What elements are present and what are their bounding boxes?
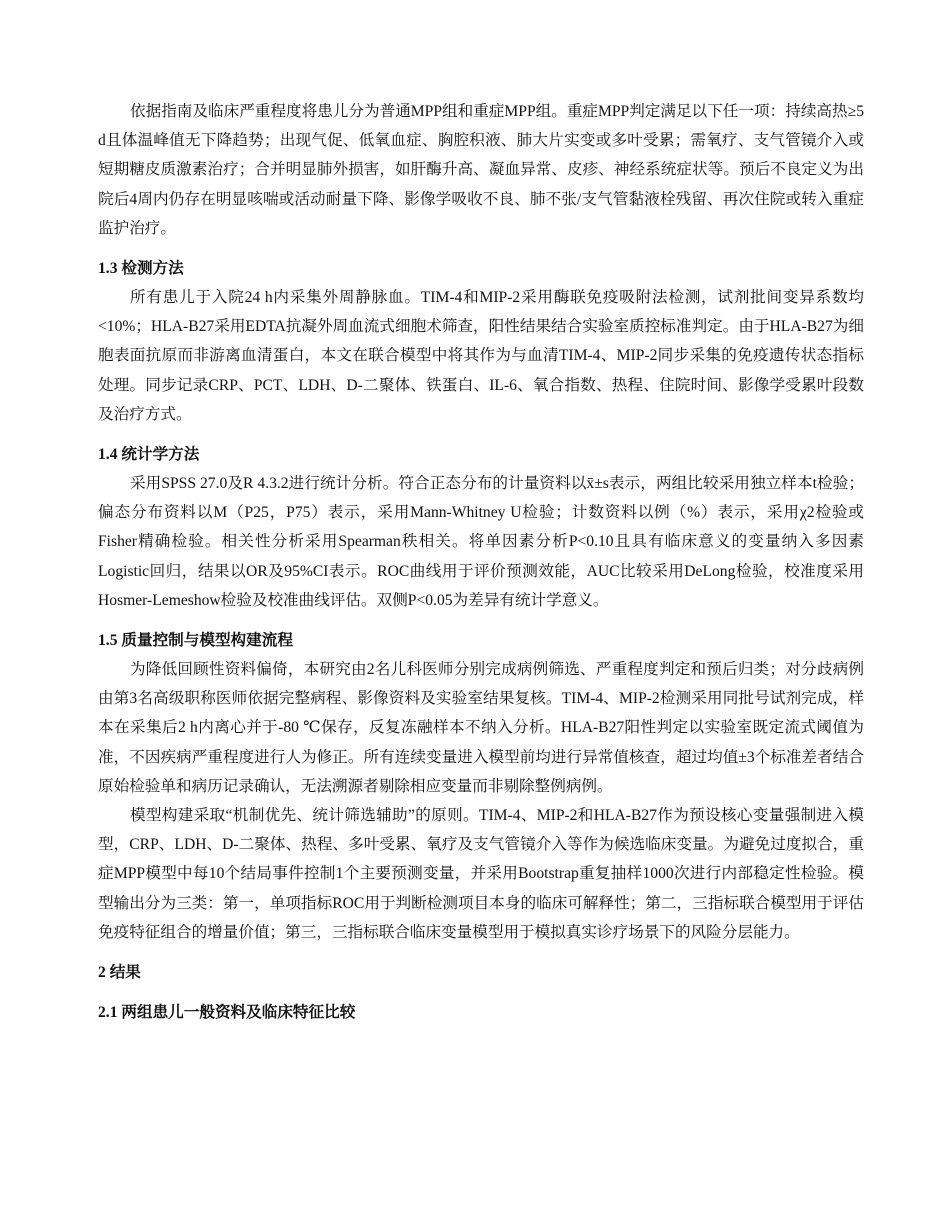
section-heading-1-4: 1.4 统计学方法 xyxy=(98,446,200,464)
section-heading-1-5: 1.5 质量控制与模型构建流程 xyxy=(98,632,293,650)
paragraph-grouping-criteria: 依据指南及临床严重程度将患儿分为普通MPP组和重症MPP组。重症MPP判定满足以下任一项：持续高热≥5 d且体温峰值无下降趋势；出现气促、低氧血症、胸腔积液、肺大片实变或多叶受累；需氧疗、支气管镜介入或短期糖皮质激素治疗；合并明显肺外损害，如肝酶升高、凝血异常、皮疹、神经系统症状等。预后不良定义为出院后4周内仍存在明显咳喘或活动耐量下降、影像学吸收不良、肺不张/支气管黏液栓残留、再次住院或转入重症监护治疗。 xyxy=(98,103,864,237)
paragraph-statistical-methods: 采用SPSS 27.0及R 4.3.2进行统计分析。符合正态分布的计量资料以x̄±s表示，两组比较采用独立样本t检验；偏态分布资料以M（P25，P75）表示，采用Mann-Whitney U检验；计数资料以例（%）表示，采用χ2检验或Fisher精确检验。相关性分析采用Spearman秩相关。将单因素分析P<0.10且具有临床意义的变量纳入多因素Logistic回归，结果以OR及95%CI表示。ROC曲线用于评价预测效能，AUC比较采用DeLong检验，校准度采用Hosmer-Lemeshow检验及校准曲线评估。双侧P<0.05为差异有统计学意义。 xyxy=(98,475,864,609)
section-heading-1-3: 1.3 检测方法 xyxy=(98,260,184,278)
document-page xyxy=(98,97,864,1027)
paragraph-model-construction: 模型构建采取“机制优先、统计筛选辅助”的原则。TIM-4、MIP-2和HLA-B27作为预设核心变量强制进入模型，CRP、LDH、D-二聚体、热程、多叶受累、氧疗及支气管镜介入等作为候选临床变量。为避免过度拟合，重症MPP模型中每10个结局事件控制1个主要预测变量，并采用Bootstrap重复抽样1000次进行内部稳定性检验。模型输出分为三类：第一，单项指标ROC用于判断检测项目本身的临床可解释性；第二，三指标联合模型用于评估免疫特征组合的增量价值；第三，三指标联合临床变量模型用于模拟真实诊疗场景下的风险分层能力。 xyxy=(98,807,864,941)
paragraph-detection-methods: 所有患儿于入院24 h内采集外周静脉血。TIM-4和MIP-2采用酶联免疫吸附法检测，试剂批间变异系数均<10%；HLA-B27采用EDTA抗凝外周血流式细胞术筛查，阳性结果结合实验室质控标准判定。由于HLA-B27为细胞表面抗原而非游离血清蛋白，本文在联合模型中将其作为与血清TIM-4、MIP-2同步采集的免疫遗传状态指标处理。同步记录CRP、PCT、LDH、D-二聚体、铁蛋白、IL-6、氧合指数、热程、住院时间、影像学受累叶段数及治疗方式。 xyxy=(98,289,864,423)
paragraph-quality-control: 为降低回顾性资料偏倚，本研究由2名儿科医师分别完成病例筛选、严重程度判定和预后归类；对分歧病例由第3名高级职称医师依据完整病程、影像资料及实验室结果复核。TIM-4、MIP-2检测采用同批号试剂完成，样本在采集后2 h内离心并于-80 ℃保存，反复冻融样本不纳入分析。HLA-B27阳性判定以实验室既定流式阈值为准，不因疾病严重程度进行人为修正。所有连续变量进入模型前均进行异常值核查，超过均值±3个标准差者结合原始检验单和病历记录确认，无法溯源者剔除相应变量而非剔除整例病例。 xyxy=(98,661,864,795)
section-heading-2-1: 2.1 两组患儿一般资料及临床特征比较 xyxy=(98,1004,356,1022)
section-heading-2: 2 结果 xyxy=(98,964,141,982)
